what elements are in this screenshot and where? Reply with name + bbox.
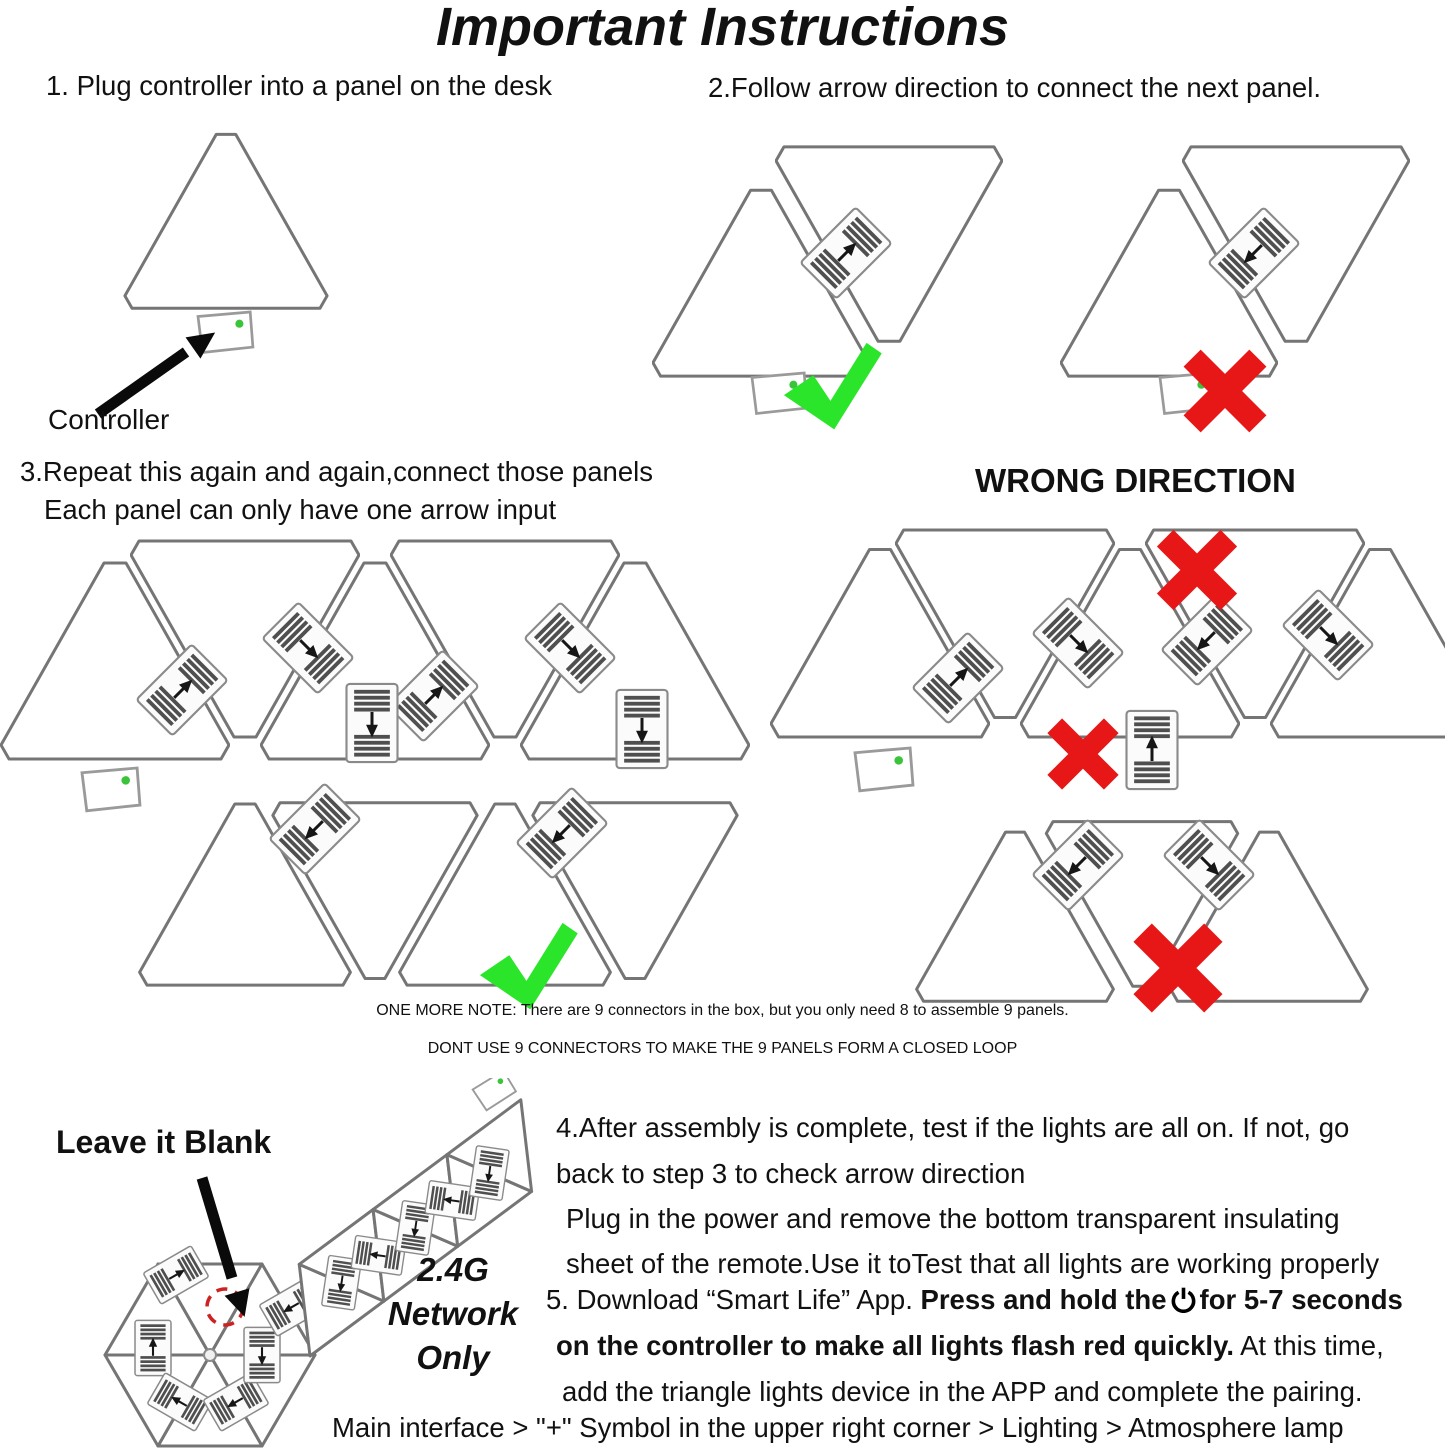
step4-line3: Plug in the power and remove the bottom transparent insulating [566,1203,1340,1234]
hub-dot [204,1349,216,1361]
step5-line1-bold: Press and hold the [920,1284,1167,1315]
step1-label: 1. Plug controller into a panel on the desk [46,70,553,101]
connector-icon [469,1146,509,1201]
step4-line1: 4.After assembly is complete, test if the lights are all on. If not, go [556,1112,1350,1143]
step4-line2: back to step 3 to check arrow direction [556,1158,1026,1189]
network-label-line1: 2.4G [417,1251,489,1288]
note-line2: DONT USE 9 CONNECTORS TO MAKE THE 9 PANELS FORM A CLOSED LOOP [427,1040,1018,1057]
step5-line2-regular: At this time, [1233,1330,1384,1361]
step4-line4: sheet of the remote.Use it toTest that all lights are working properly [566,1248,1380,1279]
power-icon [1170,1286,1197,1313]
connector-icon [244,1327,280,1382]
step3-label-line1: 3.Repeat this again and again,connect those panels [20,456,653,487]
step3-wrong-diagram [755,502,1445,1015]
connector-icon [135,1320,171,1375]
step5-line2-bold: on the controller to make all lights flash red quickly. [556,1330,1234,1361]
connector-icon [617,690,668,768]
step3-label-line2: Each panel can only have one arrow input [44,494,557,525]
step2-label: 2.Follow arrow direction to connect the next panel. [708,72,1321,103]
controller-icon [82,768,140,811]
step2-wrong-diagram [1042,103,1445,448]
connector-icon [1127,711,1178,789]
network-label-line2: Network [387,1295,519,1332]
controller-label: Controller [48,404,170,435]
step5-line1 [546,1284,1403,1316]
step5-line1-bold-after: for 5-7 seconds [1199,1284,1403,1315]
wrong-direction-title: WRONG DIRECTION [975,462,1296,499]
note-line1: ONE MORE NOTE: There are 9 connectors in the box, but you only need 8 to assemble 9 panels. [376,1002,1069,1019]
step3-correct-diagram [0,525,760,1013]
network-label [368,1248,538,1380]
step5-line3: add the triangle lights device in the APP and complete the pairing. [562,1376,1363,1407]
step5-line2 [556,1330,1384,1362]
step2-correct-diagram [640,103,1045,443]
network-label-line3: Only [416,1339,490,1376]
leave-it-blank-label: Leave it Blank [56,1124,272,1160]
connector-icon [347,684,398,762]
controller-pointer-arrow-icon [98,322,223,414]
controller-icon [855,748,913,791]
step5-line1-regular: 5. Download “Smart Life” App. [546,1284,921,1315]
page-title: Important Instructions [435,0,1009,57]
app-path-footer: Main interface > "+" Symbol in the upper right corner > Lighting > Atmosphere lamp [332,1412,1344,1443]
step1-diagram [40,100,460,455]
panel-triangle [125,134,327,308]
